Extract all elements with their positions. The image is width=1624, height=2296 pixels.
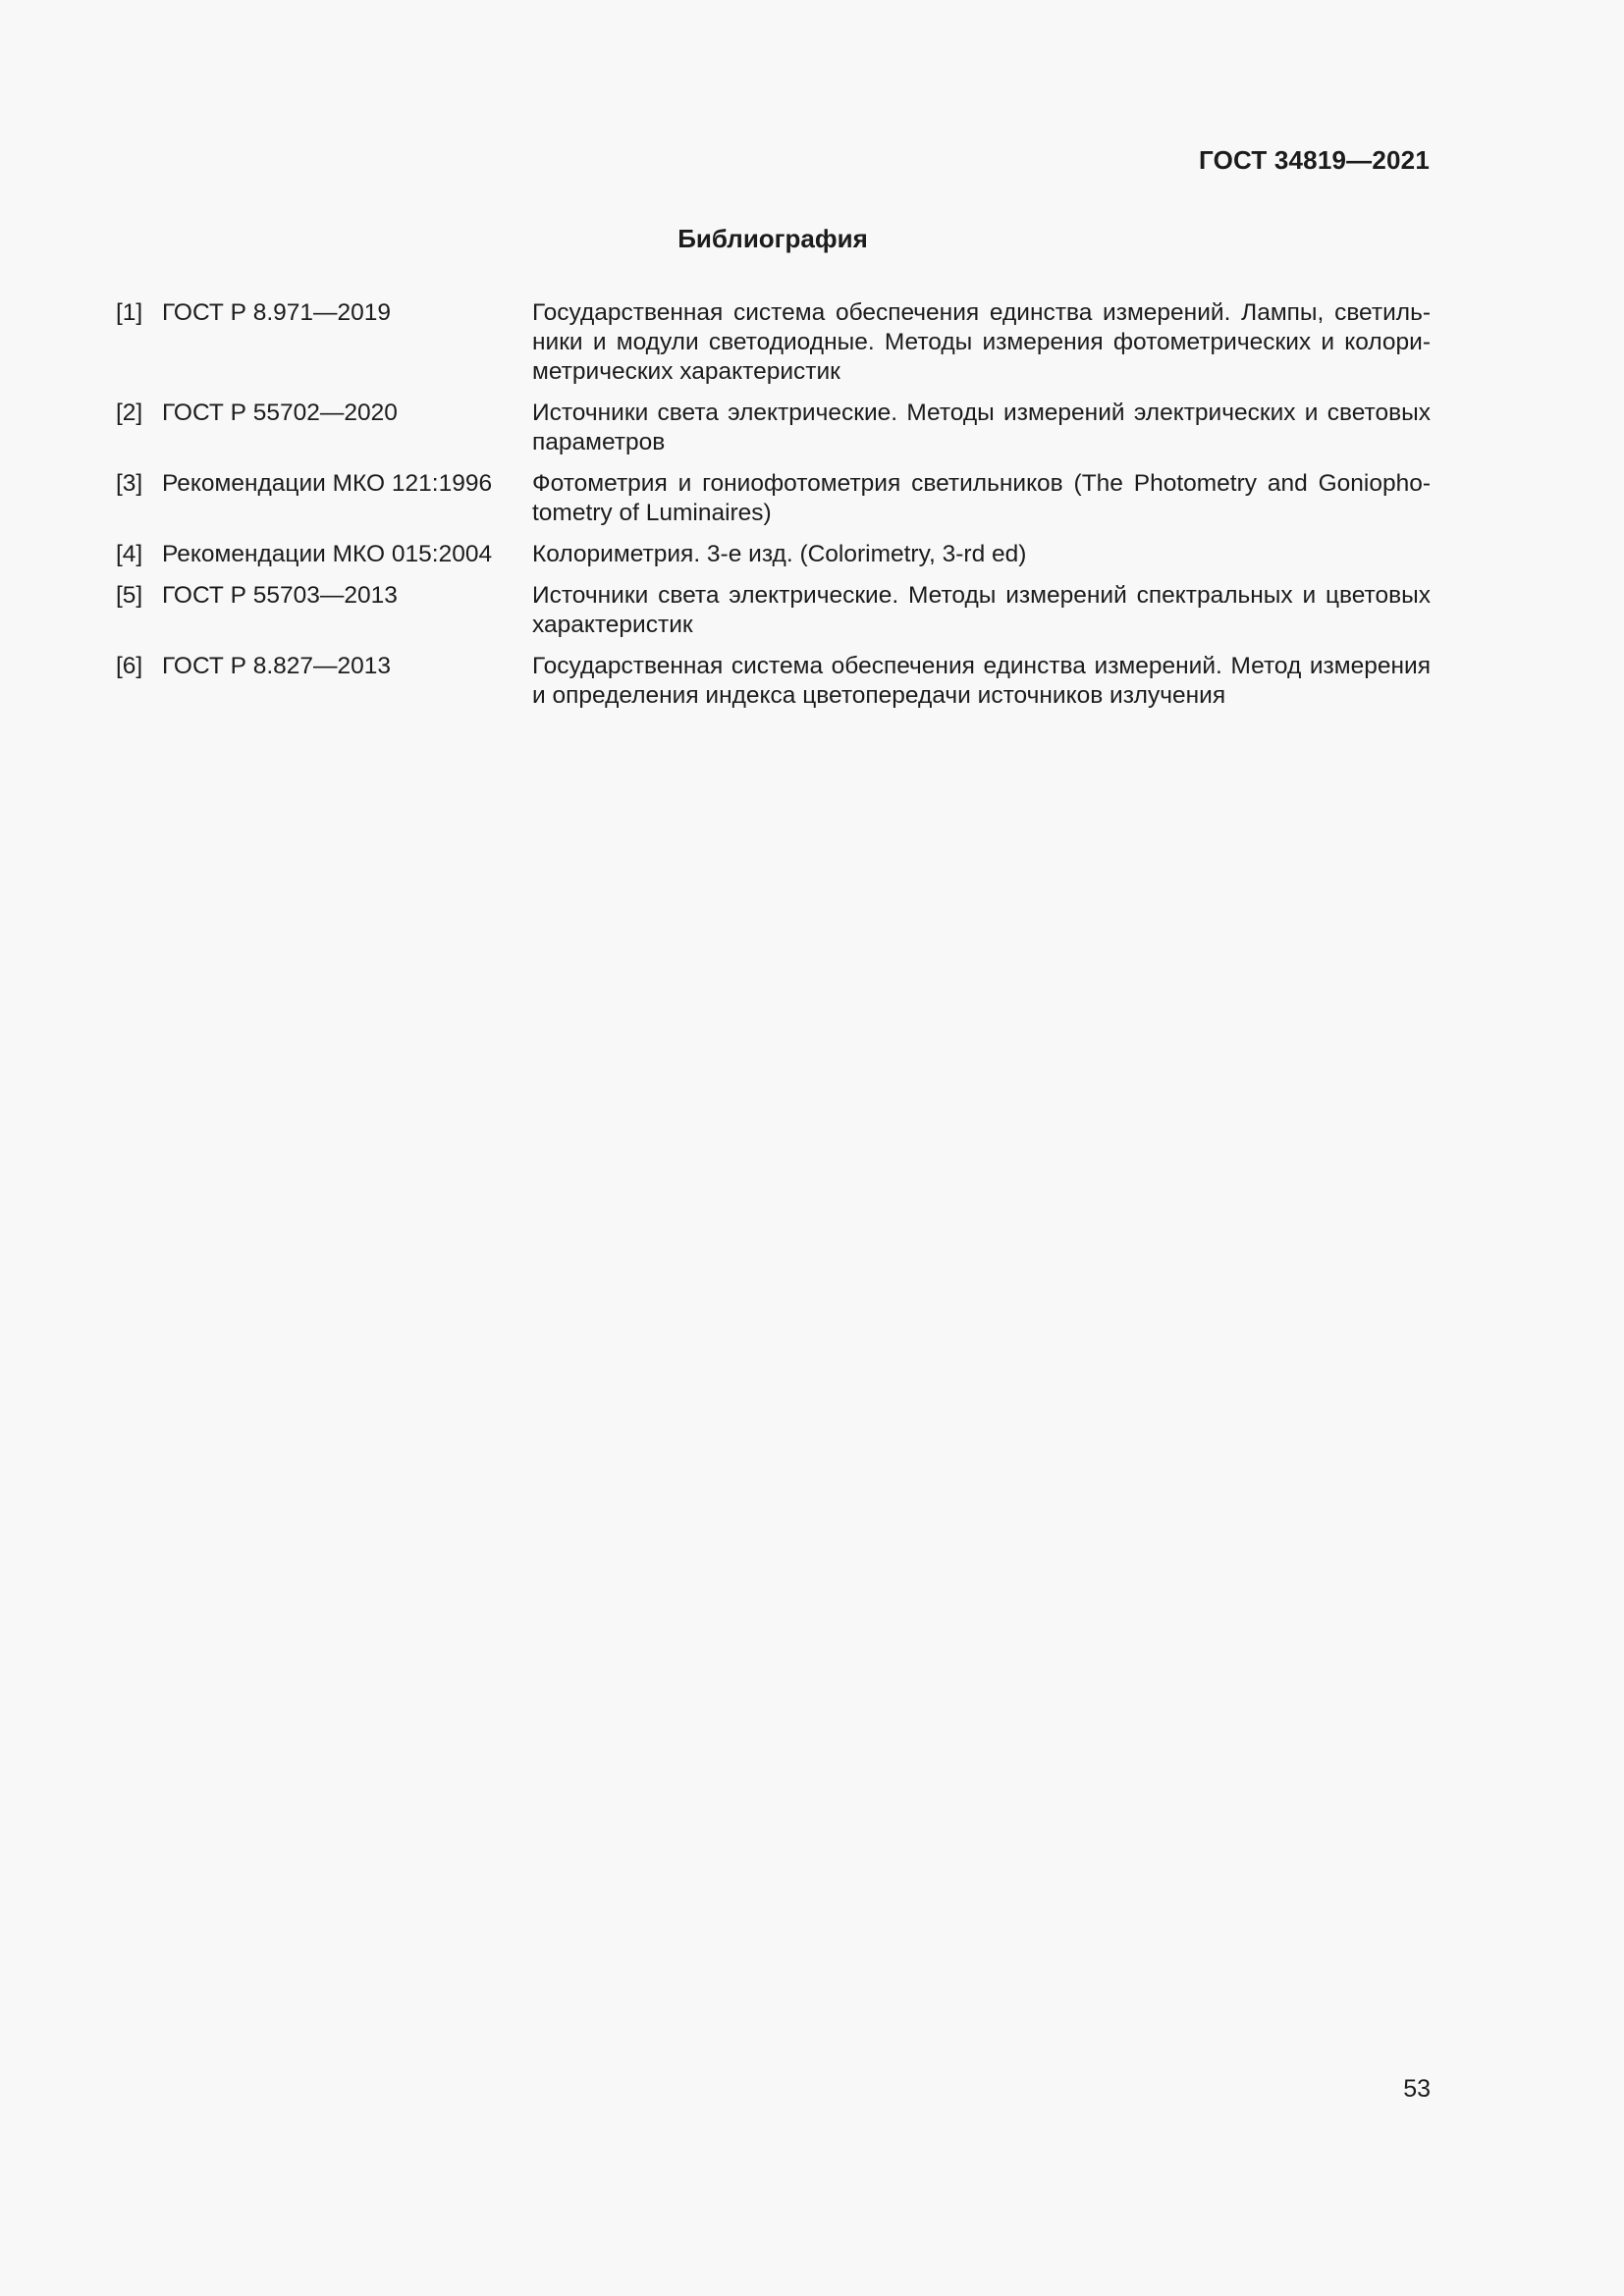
entry-title-line: метрических характеристик — [532, 358, 840, 385]
entry-reference: ГОСТ Р 55703—2013 — [162, 582, 398, 609]
entry-reference: ГОСТ Р 8.827—2013 — [162, 653, 392, 679]
bibliography-list — [116, 298, 1431, 722]
entry-title — [532, 581, 1431, 640]
entry-title — [532, 469, 1431, 528]
entry-title-line: Государственная система обеспечения единства измерений. Лампы, светиль- — [532, 299, 1431, 326]
bibliography-entry — [116, 469, 1431, 528]
entry-reference: ГОСТ Р 55702—2020 — [162, 400, 398, 426]
entry-title-line: Государственная система обеспечения единства измерений. Метод измерения — [532, 653, 1431, 679]
bibliography-entry — [116, 298, 1431, 387]
entry-reference: Рекомендации МКО 015:2004 — [162, 541, 493, 567]
entry-number: [2] — [116, 400, 143, 426]
entry-title-line: Фотометрия и гониофотометрия светильников (The Photometry and Goniopho- — [532, 470, 1431, 497]
entry-number: [5] — [116, 582, 143, 609]
entry-number: [4] — [116, 541, 143, 567]
bibliography-entry — [116, 540, 1431, 569]
entry-title-line: tometry of Luminaires) — [532, 500, 772, 526]
bibliography-entry — [116, 399, 1431, 457]
entry-title-line: ники и модули светодиодные. Методы измерения фотометрических и колори- — [532, 329, 1431, 355]
entry-title — [532, 399, 1431, 457]
entry-title-line: характеристик — [532, 612, 693, 638]
document-code: ГОСТ 34819—2021 — [1199, 145, 1430, 175]
entry-title — [532, 652, 1431, 711]
section-title: Библиография — [677, 224, 868, 253]
entry-number: [3] — [116, 470, 143, 497]
entry-number: [6] — [116, 653, 143, 679]
entry-title-line: Источники света электрические. Методы измерений электрических и световых — [532, 400, 1431, 426]
entry-title-line: параметров — [532, 429, 666, 455]
page-number: 53 — [1403, 2075, 1431, 2103]
entry-title — [532, 298, 1431, 387]
entry-number: [1] — [116, 299, 143, 326]
bibliography-entry — [116, 581, 1431, 640]
entry-reference: Рекомендации МКО 121:1996 — [162, 470, 493, 497]
bibliography-entry — [116, 652, 1431, 711]
entry-title — [532, 540, 1431, 569]
entry-reference: ГОСТ Р 8.971—2019 — [162, 299, 392, 326]
entry-title-line: Колориметрия. 3-е изд. (Colorimetry, 3-rd ed) — [532, 541, 1027, 567]
entry-title-line: Источники света электрические. Методы измерений спектральных и цветовых — [532, 582, 1431, 609]
entry-title-line: и определения индекса цветопередачи источников излучения — [532, 682, 1226, 709]
